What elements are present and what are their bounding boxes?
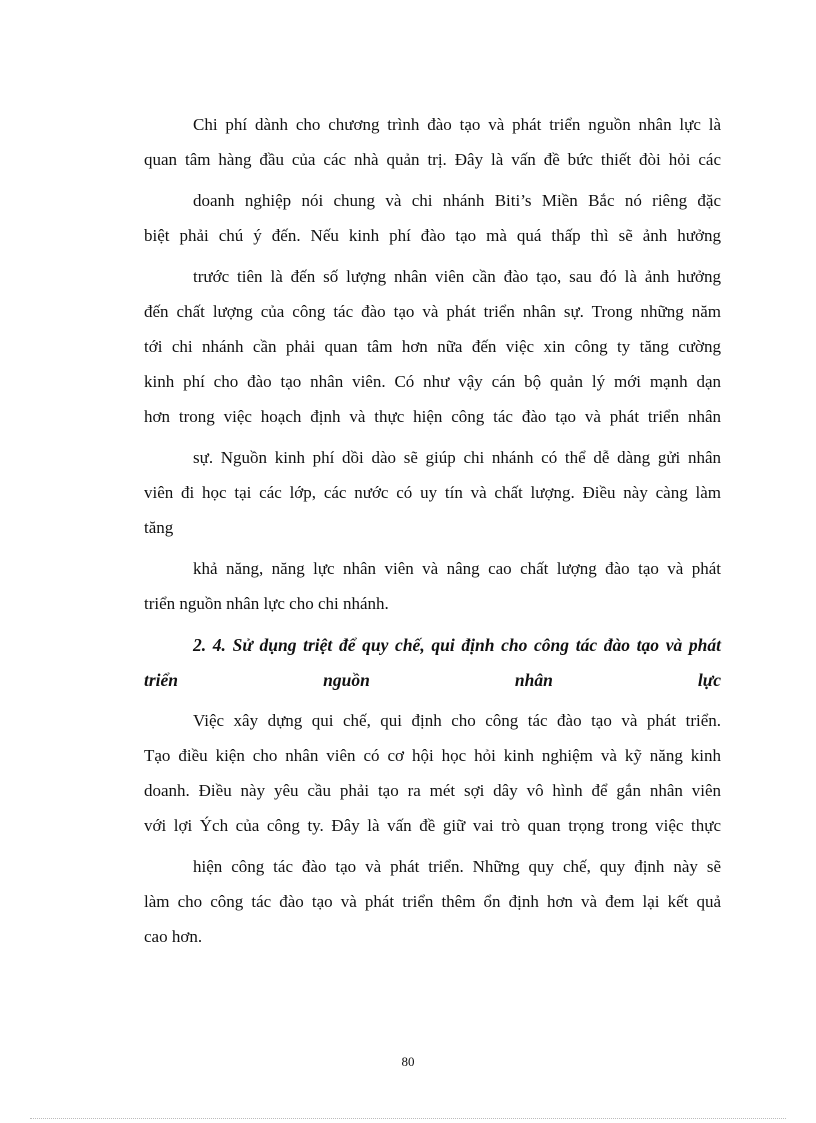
body-line: cao hơn. <box>144 927 203 946</box>
body-line: trước tiên là đến số lượng nhân viên cần đào tạo, sau đó là ảnh hưởng <box>193 267 721 286</box>
body-line: sự. Nguồn kinh phí dồi dào sẽ giúp chi nhánh có thể dễ dàng gửi nhân <box>193 448 721 467</box>
body-line: Tạo điều kiện cho nhân viên có cơ hội học hỏi kinh nghiệm và kỹ năng kinh <box>144 746 721 765</box>
body-line: khả năng, năng lực nhân viên và nâng cao chất lượng đào tạo và phát <box>193 559 721 578</box>
body-line: tới chi nhánh cần phải quan tâm hơn nữa đến việc xin công ty tăng cường <box>144 337 721 356</box>
body-line: doanh. Điều này yêu cầu phải tạo ra mét sợi dây vô hình để gắn nhân viên <box>144 781 721 800</box>
body-line: hơn trong việc hoạch định và thực hiện công tác đào tạo và phát triển nhân <box>144 407 721 426</box>
body-line: viên đi học tại các lớp, các nước có uy tín và chất lượng. Điều này càng làm <box>144 483 721 502</box>
body-line: làm cho công tác đào tạo và phát triển thêm ổn định hơn và đem lại kết quả <box>144 892 721 911</box>
body-line: kinh phí cho đào tạo nhân viên. Có như vậy cán bộ quản lý mới mạnh dạn <box>144 372 721 391</box>
body-line: hiện công tác đào tạo và phát triển. Những quy chế, quy định này sẽ <box>193 857 721 876</box>
section-heading: 2. 4. Sử dụng triệt để quy chế, qui định cho công tác đào tạo và phát <box>193 635 721 655</box>
body-line: quan tâm hàng đầu của các nhà quản trị. Đây là vấn đề bức thiết đòi hỏi các <box>144 150 721 169</box>
body-line: biệt phải chú ý đến. Nếu kinh phí đào tạo mà quá thấp thì sẽ ảnh hưởng <box>144 226 721 245</box>
body-line: tăng <box>144 518 174 537</box>
body-line: Việc xây dựng qui chế, qui định cho công tác đào tạo và phát triển. <box>193 711 721 730</box>
footer-divider <box>30 1118 786 1119</box>
body-line: với lợi Ých của công ty. Đây là vấn đề giữ vai trò quan trọng trong việc thực <box>144 816 721 835</box>
body-line: triển nguồn nhân lực cho chi nhánh. <box>144 594 389 613</box>
body-line: Chi phí dành cho chương trình đào tạo và phát triển nguồn nhân lực là <box>193 115 721 134</box>
body-line: doanh nghiệp nói chung và chi nhánh Biti’s Miền Bắc nó riêng đặc <box>193 191 721 210</box>
page-number: 80 <box>401 1054 415 1069</box>
section-heading: triển nguồn nhân lực <box>144 670 721 690</box>
body-line: đến chất lượng của công tác đào tạo và phát triển nhân sự. Trong những năm <box>144 302 721 321</box>
